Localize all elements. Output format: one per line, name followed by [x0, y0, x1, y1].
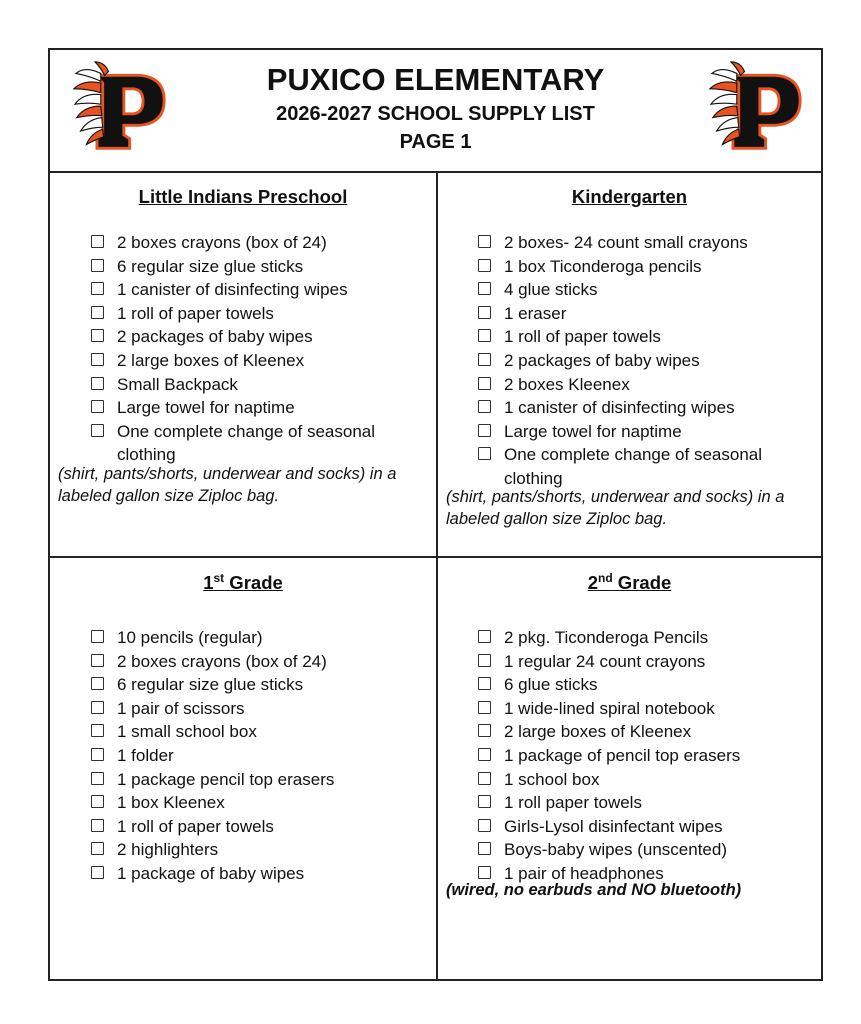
- checkbox[interactable]: [478, 377, 491, 390]
- checklist-item: [90, 650, 410, 674]
- checklist-item: [90, 255, 410, 279]
- section-first-grade: [50, 558, 436, 981]
- page-header: [50, 50, 821, 173]
- item-label: 1 roll of paper towels: [504, 327, 661, 347]
- item-label: Boys-baby wipes (unscented): [504, 840, 728, 860]
- supply-checklist: [90, 231, 410, 467]
- checklist-item: [90, 396, 410, 420]
- item-label: 6 regular size glue sticks: [117, 675, 304, 695]
- checklist-item: [90, 373, 410, 397]
- checklist-item: [477, 673, 797, 697]
- item-label: 1 pair of scissors: [117, 698, 245, 718]
- checkbox[interactable]: [91, 819, 104, 832]
- checkbox[interactable]: [478, 447, 491, 460]
- item-label: 1 small school box: [117, 722, 257, 742]
- checklist-item: [90, 697, 410, 721]
- item-label: 1 wide-lined spiral notebook: [504, 698, 715, 718]
- checkbox[interactable]: [478, 748, 491, 761]
- supply-checklist: [477, 231, 797, 491]
- item-label: Large towel for naptime: [504, 421, 682, 441]
- item-label: Girls-Lysol disinfectant wipes: [504, 816, 723, 836]
- item-label: 1 eraser: [504, 303, 567, 323]
- checklist-item: [90, 626, 410, 650]
- checkbox[interactable]: [91, 306, 104, 319]
- checklist-item: [90, 231, 410, 255]
- section-note: (wired, no earbuds and NO bluetooth): [446, 881, 742, 899]
- item-label: Small Backpack: [117, 374, 238, 394]
- checklist-item: [477, 697, 797, 721]
- checklist-item: [477, 373, 797, 397]
- checkbox[interactable]: [478, 866, 491, 879]
- checkbox[interactable]: [478, 842, 491, 855]
- item-label: 1 package of pencil top erasers: [504, 745, 741, 765]
- checklist-item: [90, 744, 410, 768]
- checkbox[interactable]: [478, 630, 491, 643]
- checkbox[interactable]: [478, 353, 491, 366]
- page-number: PAGE 1: [399, 131, 472, 153]
- supply-list-sheet: [48, 48, 823, 981]
- checkbox[interactable]: [478, 235, 491, 248]
- checkbox[interactable]: [478, 306, 491, 319]
- item-label: 1 regular 24 count crayons: [504, 651, 706, 671]
- list-subtitle: 2026-2027 SCHOOL SUPPLY LIST: [276, 103, 595, 125]
- item-label: 2 boxes crayons (box of 24): [117, 233, 327, 252]
- checklist-item: [90, 815, 410, 839]
- section-preschool: [50, 173, 436, 556]
- checkbox[interactable]: [91, 235, 104, 248]
- checklist-item: [477, 302, 797, 326]
- checkbox[interactable]: [91, 400, 104, 413]
- checkbox[interactable]: [91, 724, 104, 737]
- checklist-item: [477, 396, 797, 420]
- supply-checklist: [90, 626, 410, 886]
- checklist-item: [477, 231, 797, 255]
- checkbox[interactable]: [478, 424, 491, 437]
- item-label: 1 box Ticonderoga pencils: [504, 256, 702, 276]
- grade-word: Grade: [224, 572, 283, 593]
- checkbox[interactable]: [91, 377, 104, 390]
- checklist-item: [477, 349, 797, 373]
- checklist-item: [90, 278, 410, 302]
- checklist-item: [477, 325, 797, 349]
- checklist-item: [477, 838, 797, 862]
- checklist-item: [90, 862, 410, 886]
- item-label: 2 large boxes of Kleenex: [504, 722, 692, 742]
- checklist-item: [477, 626, 797, 650]
- item-label: Large towel for naptime: [117, 398, 295, 418]
- item-label: 1 canister of disinfecting wipes: [117, 280, 348, 300]
- checklist-item: [90, 673, 410, 697]
- checkbox[interactable]: [91, 748, 104, 761]
- item-label: 6 glue sticks: [504, 675, 598, 695]
- section-note: (shirt, pants/shorts, underwear and socks) in a labeled gallon size Ziploc bag.: [446, 488, 785, 528]
- checkbox[interactable]: [478, 329, 491, 342]
- checkbox[interactable]: [91, 282, 104, 295]
- checkbox[interactable]: [91, 701, 104, 714]
- checkbox[interactable]: [478, 772, 491, 785]
- section-second-grade: [438, 558, 821, 981]
- item-label: 2 packages of baby wipes: [117, 327, 313, 347]
- checkbox[interactable]: [478, 259, 491, 272]
- item-label: 10 pencils (regular): [117, 628, 263, 647]
- checkbox[interactable]: [91, 795, 104, 808]
- checkbox[interactable]: [478, 400, 491, 413]
- section-title: [438, 572, 821, 594]
- checklist-item: [477, 278, 797, 302]
- item-label: 1 package of baby wipes: [117, 863, 305, 883]
- section-title: [50, 572, 436, 594]
- supply-checklist: [477, 626, 797, 886]
- checkbox[interactable]: [478, 795, 491, 808]
- checkbox[interactable]: [91, 866, 104, 879]
- grade-number: 1: [203, 572, 214, 593]
- item-label: 2 highlighters: [117, 840, 219, 860]
- grade-word: Grade: [612, 572, 672, 593]
- item-label: 2 boxes crayons (box of 24): [117, 651, 327, 671]
- checklist-item: [477, 744, 797, 768]
- item-label: 2 large boxes of Kleenex: [117, 350, 305, 370]
- item-label: 1 pair of headphones: [504, 863, 664, 883]
- checkbox[interactable]: [91, 654, 104, 667]
- section-title: Little Indians Preschool: [138, 186, 348, 207]
- checkbox[interactable]: [478, 677, 491, 690]
- checklist-item: [90, 349, 410, 373]
- item-label: One complete change of seasonal clothing: [504, 445, 763, 488]
- checkbox[interactable]: [478, 819, 491, 832]
- checklist-item: [477, 420, 797, 444]
- section-note: (shirt, pants/shorts, underwear and socks) in a labeled gallon size Ziploc bag.: [58, 465, 397, 505]
- checklist-item: [477, 768, 797, 792]
- checkbox[interactable]: [91, 353, 104, 366]
- school-name: PUXICO ELEMENTARY: [266, 62, 605, 97]
- item-label: 1 school box: [504, 769, 600, 789]
- item-label: 2 pkg. Ticonderoga Pencils: [504, 628, 709, 647]
- checkbox[interactable]: [478, 701, 491, 714]
- section-title: Kindergarten: [571, 186, 688, 207]
- checklist-item: [477, 255, 797, 279]
- checklist-item: [90, 838, 410, 862]
- checklist-item: [90, 720, 410, 744]
- item-label: 1 roll paper towels: [504, 793, 642, 813]
- item-label: 1 package pencil top erasers: [117, 769, 335, 789]
- checkbox[interactable]: [91, 630, 104, 643]
- item-label: One complete change of seasonal clothing: [117, 421, 376, 465]
- item-label: 6 regular size glue sticks: [117, 256, 304, 276]
- checklist-item: [477, 815, 797, 839]
- checkbox[interactable]: [478, 282, 491, 295]
- checkbox[interactable]: [91, 677, 104, 690]
- item-label: 1 box Kleenex: [117, 793, 225, 813]
- grade-number: 2: [587, 572, 598, 593]
- checklist-item: [90, 325, 410, 349]
- checklist-item: [477, 791, 797, 815]
- checkbox[interactable]: [478, 724, 491, 737]
- item-label: 2 packages of baby wipes: [504, 350, 700, 370]
- item-label: 1 roll of paper towels: [117, 816, 274, 836]
- item-label: 1 folder: [117, 745, 174, 765]
- grade-suffix: st: [213, 571, 225, 585]
- item-label: 1 roll of paper towels: [117, 303, 274, 323]
- checkbox[interactable]: [91, 424, 104, 437]
- checklist-item: [90, 420, 410, 467]
- grade-suffix: nd: [598, 571, 613, 585]
- checkbox[interactable]: [91, 772, 104, 785]
- checkbox[interactable]: [91, 329, 104, 342]
- checkbox[interactable]: [91, 842, 104, 855]
- item-label: 2 boxes- 24 count small crayons: [504, 233, 748, 252]
- checklist-item: [477, 720, 797, 744]
- item-label: 1 canister of disinfecting wipes: [504, 398, 735, 418]
- checkbox[interactable]: [91, 259, 104, 272]
- checklist-item: [90, 791, 410, 815]
- checklist-item: [90, 302, 410, 326]
- checklist-item: [477, 443, 797, 490]
- item-label: 4 glue sticks: [504, 280, 598, 300]
- checklist-item: [477, 650, 797, 674]
- checkbox[interactable]: [478, 654, 491, 667]
- section-kindergarten: [438, 173, 821, 556]
- item-label: 2 boxes Kleenex: [504, 374, 630, 394]
- checklist-item: [90, 768, 410, 792]
